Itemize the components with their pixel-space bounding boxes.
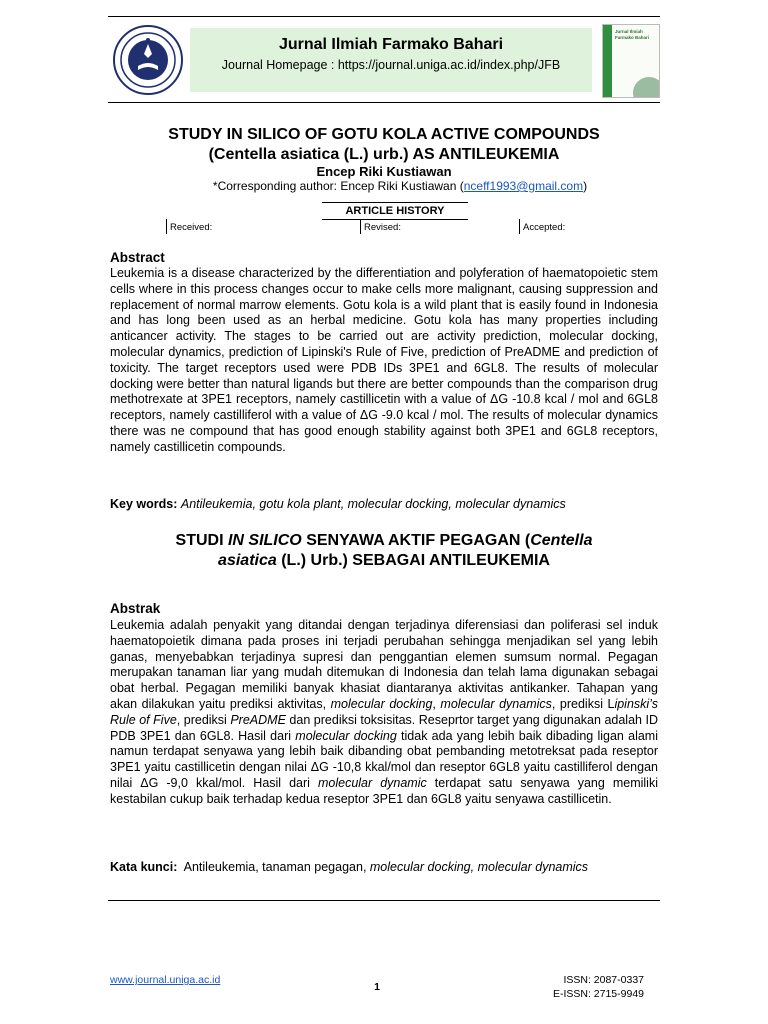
abstrak-run: tidak ada yang lebih baik dibading ligan alami namun terdapat senyawa yang lebih baik dibanding obat pembanding metotreksat pada reseptor 3PE1 yaitu castillicetin dengan nilai ΔG -10,8 kkal/mol dan reseptor 6GL8 yaitu castilliferol dengan nilai ΔG -9,0 kkal/mol. Hasil dari bbox=[110, 728, 658, 790]
title-id-part: STUDI bbox=[175, 532, 228, 549]
keywords-en bbox=[110, 497, 658, 511]
corresponding-author bbox=[160, 179, 640, 193]
abstrak-run: PreADME bbox=[230, 712, 286, 727]
footer-website-link[interactable]: www.journal.uniga.ac.id bbox=[110, 974, 221, 986]
footer-issn bbox=[553, 974, 644, 1001]
abstrak-run: ipinski’s Rule of Five bbox=[110, 696, 658, 727]
author-email-link[interactable]: nceff1993@gmail.com bbox=[463, 179, 584, 193]
corresponding-prefix: *Corresponding author: Encep Riki Kustiawan ( bbox=[212, 179, 464, 193]
author-name: Encep Riki Kustiawan bbox=[316, 164, 452, 179]
keywords-id bbox=[110, 860, 658, 874]
abstrak-heading: Abstrak bbox=[110, 601, 161, 616]
journal-homepage[interactable]: Journal Homepage : https://journal.uniga.ac.id/index.php/JFB bbox=[221, 58, 561, 72]
history-bottom-rule bbox=[322, 219, 468, 220]
abstract-heading: Abstract bbox=[110, 250, 165, 265]
keywords-label: Key words: bbox=[110, 497, 178, 511]
cover-title: Jurnal Ilmiah Farmako Bahari bbox=[615, 29, 650, 40]
issn: ISSN: 2087-0337 bbox=[563, 974, 644, 986]
abstrak-run: dan prediksi toksisitas. Reseprtor target yang digunakan adalah ID PDB 3PE1 dan 6GL8. Hasil dari bbox=[110, 712, 658, 743]
journal-header-box bbox=[190, 28, 592, 92]
abstrak-run: , bbox=[432, 696, 441, 711]
journal-title: Jurnal Ilmiah Farmako Bahari bbox=[278, 36, 504, 53]
title-id-part: IN SILICO bbox=[227, 532, 302, 549]
body-end-rule bbox=[108, 900, 660, 901]
kata-kunci-label: Kata kunci: bbox=[110, 860, 178, 874]
received-label: Received: bbox=[170, 222, 213, 233]
page-number: 1 bbox=[374, 981, 380, 993]
article-title-en bbox=[108, 125, 660, 165]
article-title-id bbox=[108, 531, 660, 571]
eissn: E-ISSN: 2715-9949 bbox=[552, 987, 644, 1000]
revised-label: Revised: bbox=[364, 222, 401, 233]
kata-kunci-list: molecular docking, molecular dynamics bbox=[369, 860, 589, 874]
abstrak-run: , prediksi bbox=[176, 712, 231, 727]
title-id-part: asiatica bbox=[218, 552, 277, 569]
keywords-list: Antileukemia, gotu kola plant, molecular docking, molecular dynamics bbox=[180, 497, 566, 511]
abstrak-run: Leukemia adalah penyakit yang ditandai dengan terjadinya diferensiasi dan poliferasi sel induk haematopoietik dimana pada proses ini terjadi perubahan sehingga menjadikan sel yang lebih ganas, menyebabkan terjadinya supresi dan penggantian elemen sumsum normal. Pegagan merupakan tanaman liar yang mudah ditemukan di Indonesia dan telah lama digunakan sebagai obat herbal. Pegagan memiliki banyak khasiat diantaranya aktivitas antikanker. Tahapan yang akan dilakukan yaitu prediksi aktivitas, bbox=[110, 618, 658, 711]
title-id-part: Centella bbox=[530, 532, 593, 549]
title-line-1: STUDY IN SILICO OF GOTU KOLA ACTIVE COMPOUNDS bbox=[168, 126, 600, 143]
history-divider bbox=[360, 219, 361, 234]
corresponding-suffix: ) bbox=[583, 179, 588, 193]
abstrak-run: terdapat satu senyawa yang memiliki kestabilan cukup baik terhadap kedua reseptor 3PE1 dan 6GL8 yaitu senyawa castillicetin. bbox=[110, 775, 658, 806]
header-bottom-rule bbox=[108, 102, 660, 103]
abstrak-run: , prediksi L bbox=[551, 696, 615, 711]
abstrak-run: molecular docking bbox=[330, 696, 433, 711]
abstrak-run: molecular dynamics bbox=[440, 696, 552, 711]
history-divider bbox=[166, 219, 167, 234]
header-top-rule bbox=[108, 16, 660, 17]
university-logo bbox=[112, 24, 184, 96]
kata-kunci-list: Antileukemia, tanaman pegagan, bbox=[177, 860, 370, 874]
abstract-text-id bbox=[110, 618, 658, 808]
journal-cover-thumbnail bbox=[602, 24, 660, 98]
article-history-label: ARTICLE HISTORY bbox=[345, 205, 445, 217]
accepted-label: Accepted: bbox=[523, 222, 566, 233]
abstrak-run: molecular dynamic bbox=[317, 775, 427, 790]
title-line-2: (Centella asiatica (L.) urb.) AS ANTILEUKEMIA bbox=[208, 146, 560, 163]
history-top-rule bbox=[322, 202, 468, 203]
title-id-part: (L.) Urb.) SEBAGAI ANTILEUKEMIA bbox=[276, 552, 550, 569]
title-id-part: SENYAWA AKTIF PEGAGAN ( bbox=[301, 532, 531, 549]
abstrak-run: molecular docking bbox=[295, 728, 397, 743]
history-divider bbox=[519, 219, 520, 234]
abstract-text-en: Leukemia is a disease characterized by the differentiation and polyferation of haematopoietic stem cells where in this process changes occur to make cells more malignant, causing suppression and replacement of normal marrow elements. Gotu kola is a wild plant that is easily found in Indonesia and has long been used as an herbal medicine. Gotu kola has many properties including anticancer activity. The stages to be carried out are activity prediction, molecular docking, molecular dynamics, prediction of Lipinski's Rule of Five, prediction of PreADME and prediction of toxicity. The target receptors used were PDB IDs 3PE1 and 6GL8. The results of molecular docking were better than natural ligands but there are better compounds than the comparison drug methotrexate at 3PE1 receptors, namely castillicetin with a value of ΔG -10.8 kcal / mol and 6GL8 receptors, namely castilliferol with a value of ΔG -9.0 kcal / mol. The results of molecular dynamics there was ne compound that has good enough stability against both 3PE1 and 6GL8 receptors, namely castillicetin compounds. bbox=[110, 266, 658, 454]
